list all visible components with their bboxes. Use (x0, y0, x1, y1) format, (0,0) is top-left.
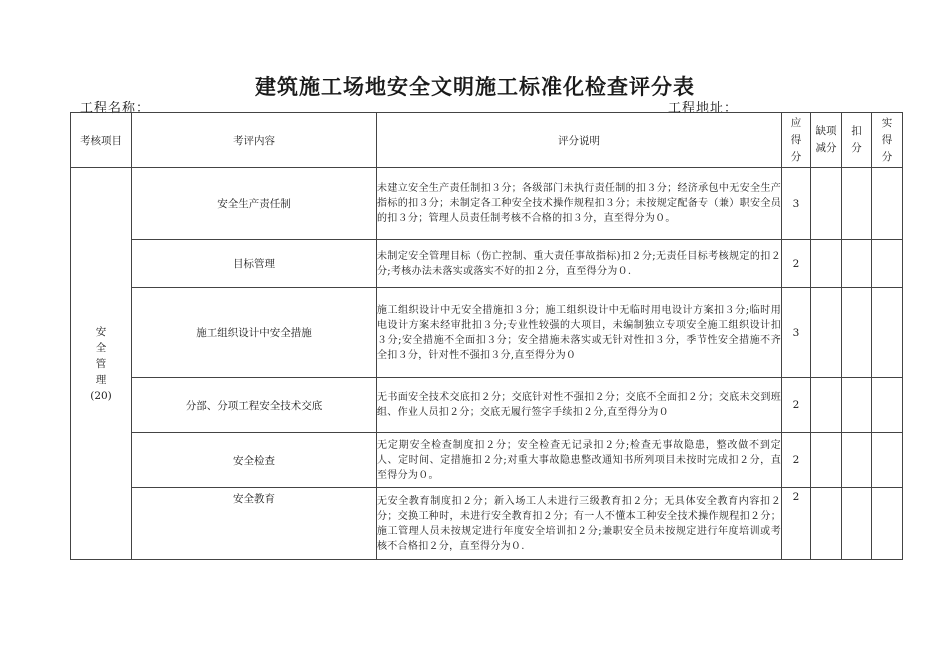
score-table (70, 112, 903, 560)
row-content: 安全教育 (132, 488, 377, 560)
row-description: 无安全教育制度扣２分；新入场工人未进行三级教育扣２分；无具体安全教育内容扣２分；交换工种时，未进行安全教育扣２分；有一人不懂本工种安全技术操作规程扣２分；施工管理人员未按规定进行年度安全培训扣２分;兼职安全员未按规定进行年度培训或考核不合格扣２分，直至得分为０. (377, 488, 782, 560)
row-description: 无定期安全检查制度扣２分；安全检查无记录扣２分;检查无事故隐患，整改做不到定人、定时间、定措施扣２分;对重大事故隐患整改通知书所列项目未按时完成扣２分，直至得分为０。 (377, 433, 782, 488)
row-content: 目标管理 (132, 240, 377, 288)
row-score: 2 (782, 240, 811, 288)
category-points: (20) (90, 389, 112, 402)
row-deduct-cell (842, 240, 872, 288)
table-row (71, 378, 903, 433)
row-missing-cell (811, 240, 842, 288)
header-actual: 实得分 (872, 113, 903, 168)
row-description: 未建立安全生产责任制扣３分；各级部门未执行责任制的扣３分；经济承包中无安全生产指标的扣３分；未制定各工种安全技术操作规程扣３分；未按规定配备专（兼）职安全员的扣３分；管理人员责任制考核不合格的扣３分，直至得分为０。 (377, 168, 782, 240)
page-title: 建筑施工场地安全文明施工标准化检查评分表 (255, 74, 695, 99)
row-actual-cell (872, 378, 903, 433)
table-row (71, 433, 903, 488)
row-score: 2 (782, 488, 811, 560)
header-row (71, 113, 903, 168)
row-missing-cell (811, 378, 842, 433)
row-deduct-cell (842, 488, 872, 560)
row-content: 安全生产责任制 (132, 168, 377, 240)
header-missing-deduct: 缺项减分 (811, 113, 842, 168)
table-row (71, 240, 903, 288)
row-missing-cell (811, 288, 842, 378)
row-deduct-cell (842, 168, 872, 240)
row-missing-cell (811, 433, 842, 488)
row-score: 2 (782, 378, 811, 433)
row-deduct-cell (842, 378, 872, 433)
row-missing-cell (811, 488, 842, 560)
row-actual-cell (872, 240, 903, 288)
row-deduct-cell (842, 288, 872, 378)
row-content: 安全检查 (132, 433, 377, 488)
row-missing-cell (811, 168, 842, 240)
table-row (71, 168, 903, 240)
row-actual-cell (872, 488, 903, 560)
row-description: 施工组织设计中无安全措施扣３分；施工组织设计中无临时用电设计方案扣３分;临时用电设计方案未经审批扣３分;专业性较强的大项目，未编制独立专项安全施工组织设计扣３分;安全措施不全面扣３分；安全措施未落实或无针对性扣３分，季节性安全措施不齐全扣３分，针对性不强扣３分,直至得分为０ (377, 288, 782, 378)
header-full-score: 应得分 (782, 113, 811, 168)
header-item: 考核项目 (71, 113, 132, 168)
row-score: 3 (782, 288, 811, 378)
header-description: 评分说明 (377, 113, 782, 168)
table-row (71, 288, 903, 378)
row-deduct-cell (842, 433, 872, 488)
row-score: 2 (782, 433, 811, 488)
header-deduct: 扣分 (842, 113, 872, 168)
row-description: 未制定安全管理目标（伤亡控制、重大责任事故指标)扣２分;无责任目标考核规定的扣２分;考核办法未落实或落实不好的扣２分，直至得分为０. (377, 240, 782, 288)
row-actual-cell (872, 168, 903, 240)
category-name: 安全管理 (95, 325, 107, 386)
project-address-label: 工程地址： (668, 101, 739, 116)
row-actual-cell (872, 288, 903, 378)
row-description: 无书面安全技术交底扣２分；交底针对性不强扣２分；交底不全面扣２分；交底未交到班组、作业人员扣２分；交底无履行签字手续扣２分,直至得分为０ (377, 378, 782, 433)
table-row (71, 488, 903, 560)
project-name-label: 工程名称： (80, 101, 151, 116)
header-content: 考评内容 (132, 113, 377, 168)
row-score: 3 (782, 168, 811, 240)
category-cell (71, 168, 132, 560)
row-content: 分部、分项工程安全技术交底 (132, 378, 377, 433)
row-actual-cell (872, 433, 903, 488)
row-content: 施工组织设计中安全措施 (132, 288, 377, 378)
